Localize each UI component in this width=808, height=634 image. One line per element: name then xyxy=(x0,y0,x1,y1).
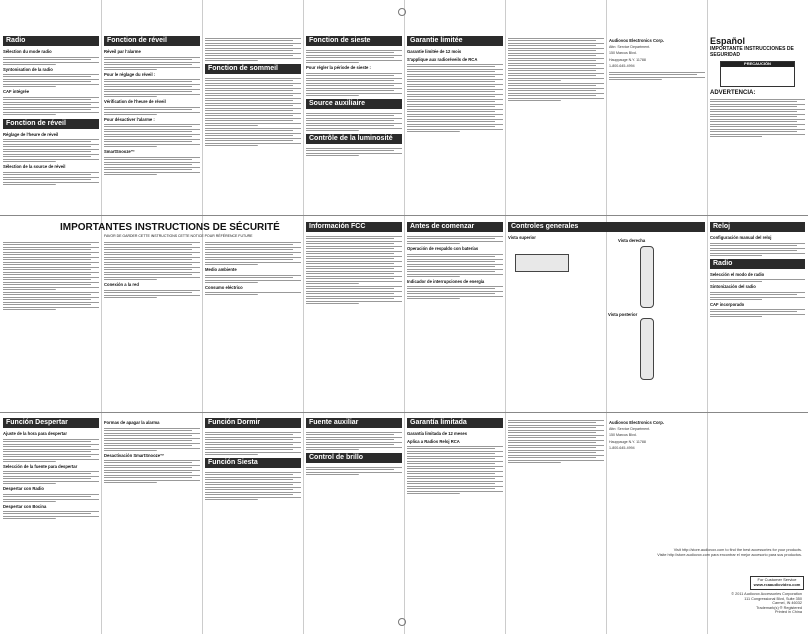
subheading: Conexión a la red xyxy=(104,282,139,287)
section-title: Source auxiliaire xyxy=(306,99,402,109)
section-title: Garantía limitada xyxy=(407,418,503,428)
company-phone: 1-800-645-4994 xyxy=(609,64,635,68)
section-title: Contrôle de la luminosité xyxy=(306,134,402,144)
subheading: Consumo eléctrico xyxy=(205,284,243,290)
subheading: Despertar con Radio xyxy=(3,486,44,491)
sommeil-section xyxy=(205,36,301,214)
fold-line-horizontal xyxy=(0,215,808,216)
subheading: S'applique aux radioréveils de RCA xyxy=(407,56,478,62)
view-label: Vista derecha xyxy=(618,238,646,243)
device-rear-view xyxy=(640,318,654,380)
company-street: 150 Marcus Blvd. xyxy=(609,51,637,55)
footer-legal xyxy=(606,592,802,615)
fcc-section xyxy=(306,222,402,410)
section-title: Fonction de sieste xyxy=(306,36,402,46)
radio-section xyxy=(3,36,99,214)
brand-box xyxy=(750,576,804,590)
brand-url: www.rcaaudiovideo.com xyxy=(753,582,801,587)
subheading: Réglage de l'heure de réveil xyxy=(3,131,59,137)
section-title: Fonction de réveil xyxy=(104,36,200,46)
printed-in: Printed in China xyxy=(774,610,802,615)
section-title: Fonction de sommeil xyxy=(205,64,301,74)
safety-fr-col2 xyxy=(104,240,200,410)
subheading: Pour le réglage du réveil : xyxy=(104,71,156,77)
garantia-continued xyxy=(508,418,604,628)
warning-title: PRECAUCIÓN xyxy=(721,62,794,67)
company-address-es xyxy=(609,418,705,508)
subheading: Indicador de interrupciones de energía xyxy=(407,278,485,284)
footer-visit: Visite http://store.audiovox.com para encontrar el mejor accesorio para sus productos. xyxy=(657,552,802,557)
section-title: Fonction de réveil xyxy=(3,119,99,129)
fold-line xyxy=(404,0,405,634)
device-top-view xyxy=(515,254,569,272)
subheading: Formas de apagar la alarma xyxy=(104,420,160,425)
safety-fr-col3 xyxy=(205,240,301,410)
subheading: Aplica a Radios Reloj RCA xyxy=(407,438,460,444)
section-title: Radio xyxy=(710,259,805,269)
controles-section xyxy=(508,222,705,410)
company-address xyxy=(609,36,705,214)
section-title: Control de brillo xyxy=(306,453,402,463)
section-title: Función Dormir xyxy=(205,418,301,428)
reloj-section xyxy=(710,222,805,410)
trademark: Trademark(s) ® Registered xyxy=(756,605,802,610)
company-name: Audiovox Electronics Corp. xyxy=(609,420,664,425)
device-side-view xyxy=(640,246,654,308)
subheading: Sintonización del radio xyxy=(710,284,756,289)
section-title: Función Despertar xyxy=(3,418,99,428)
footer-address: 111 Congressional Blvd, Suite 350 xyxy=(744,596,802,601)
subheading: Réveil par l'alarme xyxy=(104,49,141,54)
fuente-aux-section xyxy=(306,418,402,628)
garantia-section xyxy=(407,418,503,628)
view-label: Vista superior xyxy=(508,235,536,240)
formas-alarma-section xyxy=(104,418,200,628)
section-title: Información FCC xyxy=(306,222,402,232)
footer xyxy=(606,548,802,557)
dormir-section xyxy=(205,418,301,628)
section-title: Radio xyxy=(3,36,99,46)
copyright: © 2011 Audiovox Accessories Corporation xyxy=(731,592,802,596)
section-title: Garantie limitée xyxy=(407,36,503,46)
fold-line xyxy=(202,0,203,634)
cust-service-label: For Customer Service xyxy=(757,577,797,582)
subheading: Garantía limitada de 12 meses xyxy=(407,431,468,436)
safety-banner: IMPORTANTES INSTRUCTIONS DE SÉCURITÉ xyxy=(60,222,280,233)
fold-line-horizontal xyxy=(0,412,808,413)
fonction-reveil-section xyxy=(104,36,200,214)
footer-city: Carmel, IN 46032 xyxy=(772,601,802,606)
section-title: Fuente auxiliar xyxy=(306,418,402,428)
fold-line xyxy=(303,0,304,634)
espanol-section xyxy=(710,36,805,214)
company-city: Hauppauge N.Y. 11788 xyxy=(609,439,646,444)
fold-line xyxy=(101,0,102,634)
section-title: Reloj xyxy=(710,222,805,232)
language-title: Español xyxy=(710,36,746,46)
registration-mark-icon xyxy=(398,8,406,16)
company-phone: 1-800-645-4994 xyxy=(609,446,635,450)
subheading: Selección de la fuente para despertar xyxy=(3,463,78,469)
company-dept: Attn: Service Department. xyxy=(609,426,651,431)
safety-banner-sub: FAVOR DE GARDER CETTE INSTRUCTIONS CETTE NOTICE POUR RÉFÉRENCE FUTURE xyxy=(104,234,253,238)
subheading: Pour régler la période de sieste : xyxy=(306,65,371,70)
subheading: CAF intégrée xyxy=(3,89,30,94)
subheading: CAF incorporado xyxy=(710,301,745,307)
subheading: Pour désactiver l'alarme : xyxy=(104,116,155,122)
subheading: Configuración manual del reloj xyxy=(710,235,772,240)
subheading: Syntonisation de la radio xyxy=(3,66,53,72)
subheading: Vérification de l'heure de réveil xyxy=(104,99,166,104)
garantie-section xyxy=(407,36,503,214)
garantie-continued xyxy=(508,36,604,214)
safety-fr-col1 xyxy=(3,240,99,410)
company-street: 150 Marcus Blvd. xyxy=(609,433,637,437)
subheading: Operación de respaldo con baterías xyxy=(407,246,479,251)
company-name: Audiovox Electronics Corp. xyxy=(609,38,664,43)
fold-line xyxy=(505,0,506,634)
footer-visit: Visit http://store.audiovox.com to find the best accessories for your products. xyxy=(673,548,802,552)
subheading: Garantie limitée de 12 mois xyxy=(407,49,462,54)
warning-box xyxy=(720,61,795,87)
despertar-section xyxy=(3,418,99,628)
subheading: Sélection de la source de réveil xyxy=(3,164,66,169)
subheading: Ajuste de la hora para despertar xyxy=(3,431,67,436)
subheading: Selección el modo de radio xyxy=(710,271,765,277)
subheading: Despertar con Bocina xyxy=(3,503,47,509)
subheading: Desactivación SmartSnooze™ xyxy=(104,452,165,458)
subheading: SmartSnooze™ xyxy=(104,149,135,154)
section-title: Función Siesta xyxy=(205,458,301,468)
antes-section xyxy=(407,222,503,410)
sieste-section xyxy=(306,36,402,214)
section-title: Antes de comenzar xyxy=(407,222,503,232)
company-dept: Attn: Service Department. xyxy=(609,44,651,49)
section-title: Controles generales xyxy=(508,222,705,232)
fold-line xyxy=(707,0,708,634)
safety-title: IMPORTANTE INSTRUCCIONES DE SEGURIDAD xyxy=(710,46,794,58)
subheading: Sélection du mode radio xyxy=(3,49,52,54)
subheading: Medio ambiente xyxy=(205,267,237,272)
company-city: Hauppauge N.Y. 11788 xyxy=(609,57,646,62)
view-label: Vista posterior xyxy=(608,312,638,317)
advertencia-heading: ADVERTENCIA: xyxy=(710,90,756,96)
